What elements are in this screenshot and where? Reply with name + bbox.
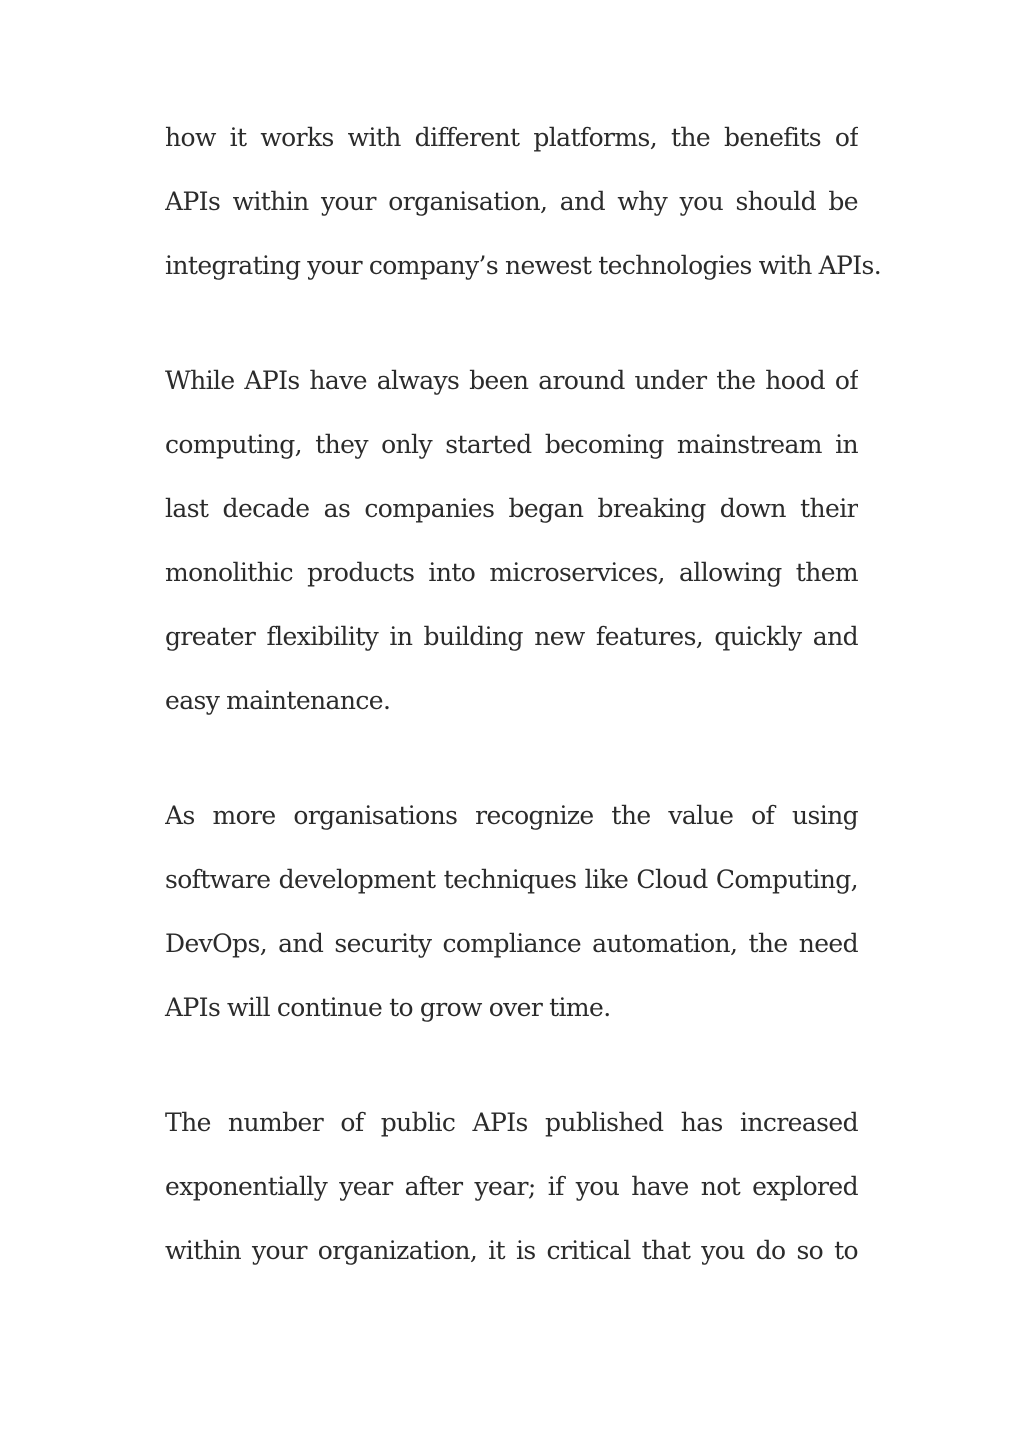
text-line: As more organisations recognize the value of using (165, 801, 858, 830)
text-line: DevOps, and security compliance automation, the need (165, 929, 858, 958)
text-line: While APIs have always been around under the hood of (165, 366, 858, 395)
paragraph-spacer (165, 1040, 858, 1091)
text-line: monolithic products into microservices, allowing them (165, 558, 858, 587)
text-line: APIs will continue to grow over time. (165, 993, 611, 1022)
text-line: APIs within your organisation, and why you should be (165, 187, 858, 216)
text-line: integrating your company’s newest technologies with APIs. (165, 251, 882, 280)
text-line: software development techniques like Cloud Computing, (165, 865, 858, 894)
paragraph-spacer (165, 733, 858, 784)
paragraph-api-platforms (165, 106, 882, 298)
paragraph-api-history (165, 349, 858, 733)
text-line: easy maintenance. (165, 686, 391, 715)
text-line: last decade as companies began breaking down their (165, 494, 858, 523)
paragraph-public-apis (165, 1091, 858, 1283)
text-line: greater flexibility in building new features, quickly and (165, 622, 858, 651)
text-line: within your organization, it is critical that you do so to (165, 1236, 858, 1265)
text-line: The number of public APIs published has increased (165, 1108, 858, 1137)
text-line: computing, they only started becoming mainstream in (165, 430, 858, 459)
text-line: how it works with different platforms, the benefits of (165, 123, 858, 152)
body-text (165, 106, 882, 1283)
text-line: exponentially year after year; if you have not explored (165, 1172, 858, 1201)
paragraph-api-growth (165, 784, 858, 1040)
paragraph-spacer (165, 298, 858, 349)
